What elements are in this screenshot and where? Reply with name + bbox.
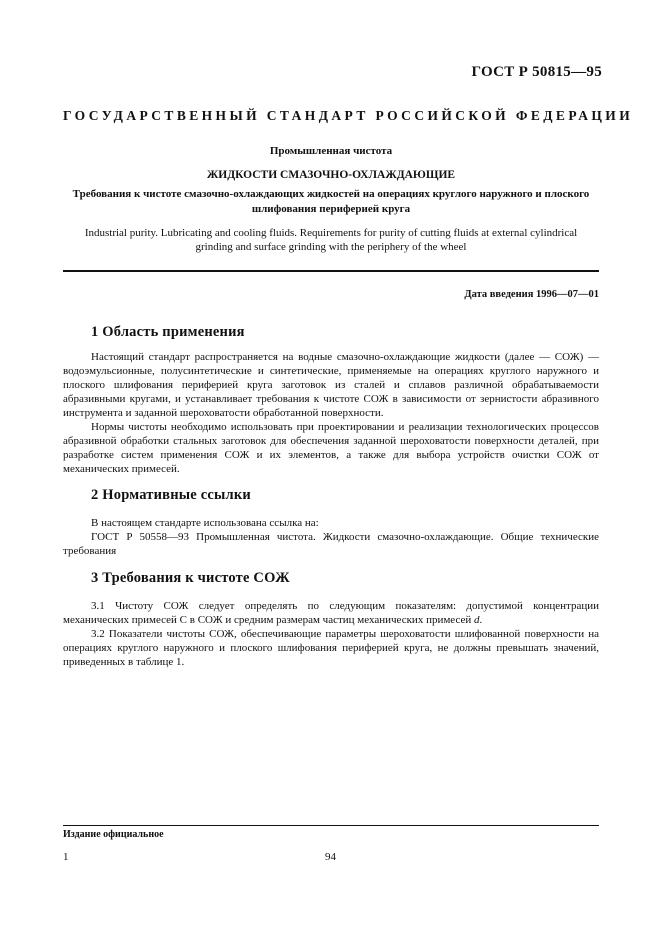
section-2-heading: 2 Нормативные ссылки [91, 487, 251, 503]
footer-divider [63, 825, 599, 826]
header-divider [63, 270, 599, 272]
standard-subtitle: Требования к чистоте смазочно-охлаждающих жидкостей на операциях круглого наружного и плоского шлифования периферией круга [72, 188, 590, 215]
subject-line: Промышленная чистота [269, 145, 393, 157]
state-standard-title: ГОСУДАРСТВЕННЫЙ СТАНДАРТ РОССИЙСКОЙ ФЕДЕРАЦИИ [63, 108, 634, 123]
english-title: Industrial purity. Lubricating and cooling fluids. Requirements for purity of cutting fluids at external cylindrical grinding and surface grinding with the periphery of the wheel [84, 227, 578, 253]
section-3-paragraph-1 [63, 599, 599, 627]
section-2-paragraph-2: ГОСТ Р 50558—93 Промышленная чистота. Жидкости смазочно-охлаждающие. Общие технические требования [63, 531, 599, 558]
page-number: 94 [325, 851, 336, 863]
document-code: ГОСТ Р 50815—95 [471, 64, 602, 80]
section-3-paragraph-1-end: . [479, 614, 483, 627]
section-1-paragraph-1: Настоящий стандарт распространяется на водные смазочно-охлаждающие жидкости (далее — СОЖ) — водоэмульсионные, полусинтетические и синтетические, применяемые на операциях круглого наружного и плоского шлифования периферией круга заготовок из сталей и сплавов различной обрабатываемости абразивными кругами, и устанавливает требования к чистоте СОЖ в зависимости от зернистости абразивного инструмента и заданной шероховатости обработанной поверхности. [63, 351, 599, 420]
section-1-heading: 1 Область применения [91, 324, 245, 340]
standard-title: ЖИДКОСТИ СМАЗОЧНО-ОХЛАЖДАЮЩИЕ [206, 169, 456, 181]
official-edition-label: Издание официальное [63, 829, 164, 840]
section-3-heading: 3 Требования к чистоте СОЖ [91, 570, 290, 586]
section-2-paragraph-1: В настоящем стандарте использована ссылка на: [91, 517, 319, 529]
section-3-paragraph-1-text: 3.1 Чистоту СОЖ следует определять по следующим показателям: допустимой концентрации механических примесей С в СОЖ и средним размерам частиц механических примесей [63, 600, 599, 627]
particle-size-variable: d [474, 614, 480, 627]
section-1-paragraph-2: Нормы чистоты необходимо использовать при проектировании и реализации технологических процессов абразивной обработки стальных заготовок для обеспечения заданной шероховатости поверхности деталей, при разработке систем применения СОЖ и их элементов, а также для выбора устройств очистки СОЖ от механических примесей. [63, 421, 599, 476]
introduction-date: Дата введения 1996—07—01 [464, 289, 599, 300]
section-3-paragraph-2: 3.2 Показатели чистоты СОЖ, обеспечивающие параметры шероховатости шлифованной поверхности на операциях круглого наружного и плоского шлифования периферией круга, не должны превышать значений, приведенных в таблице 1. [63, 628, 599, 669]
sheet-mark: 1 [63, 851, 69, 863]
